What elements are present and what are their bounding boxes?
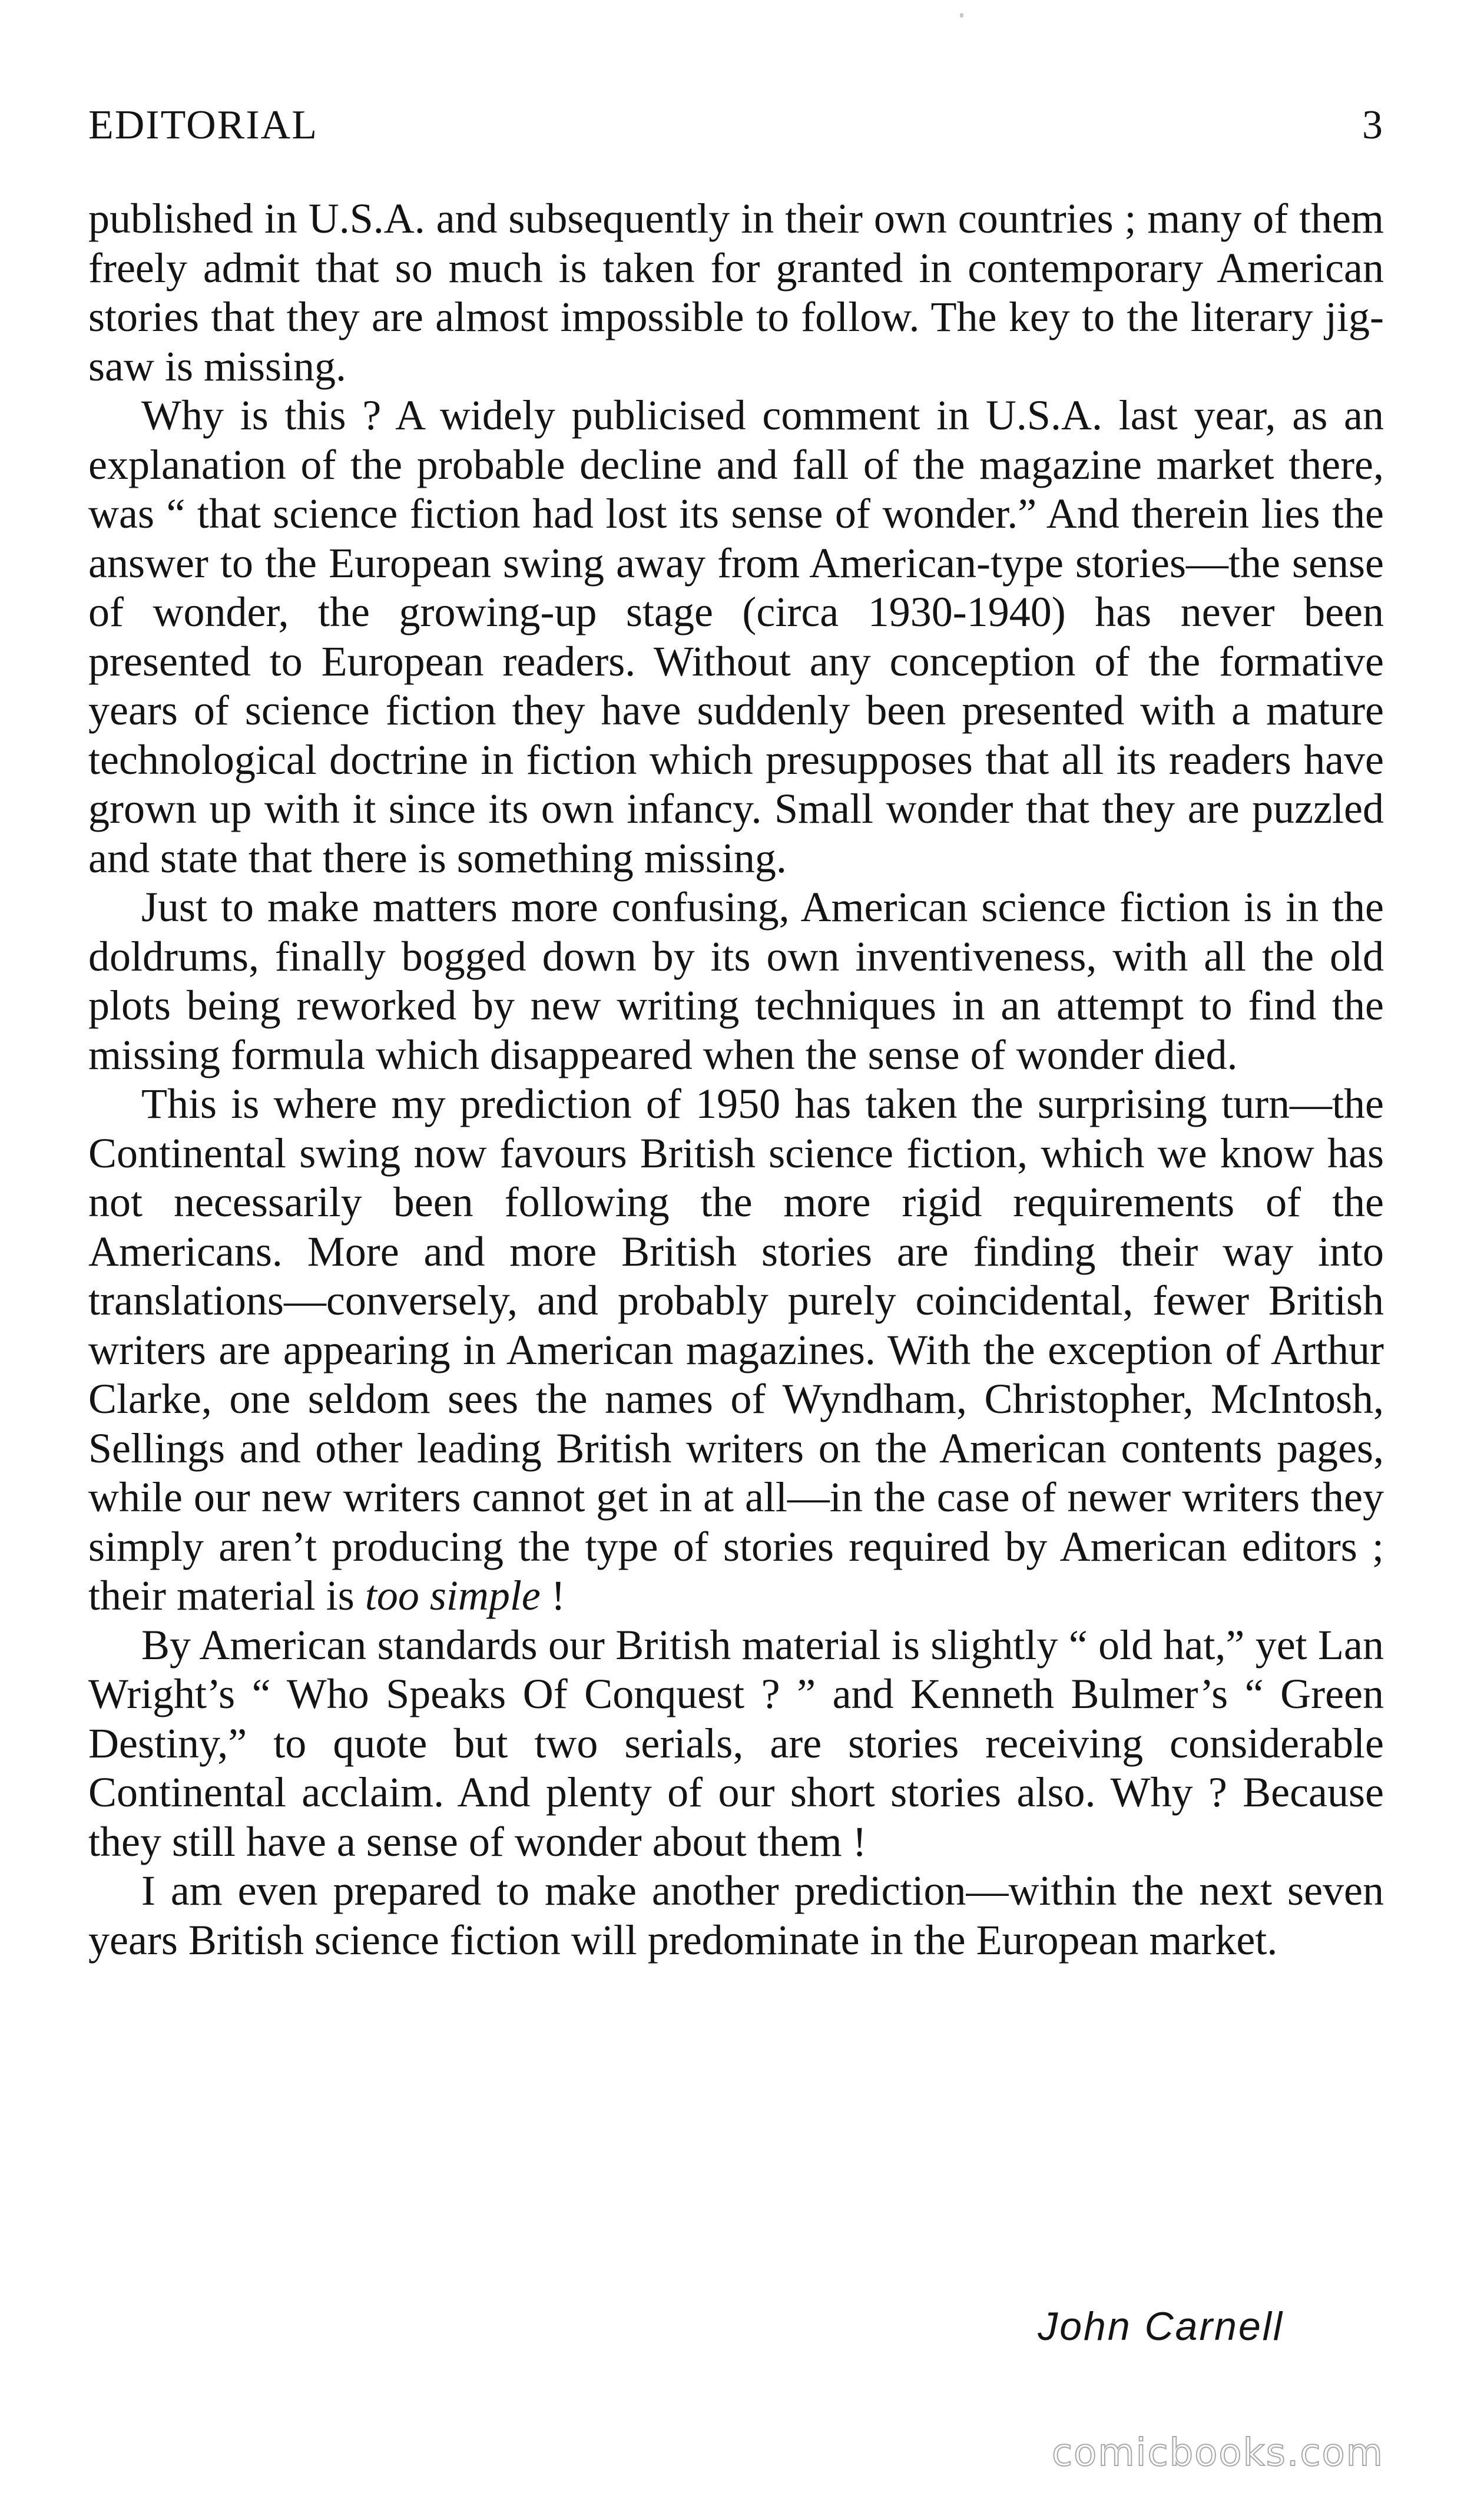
paragraph-4 [88,1080,1384,1621]
paragraph-1: published in U.S.A. and subsequently in their own countries ; many of them freely admit that so much is taken for granted in contemporary American stories that they are almost impossible to follow. The key to the literary jig-saw is missing. [88,195,1384,390]
paragraph-3: Just to make matters more confusing, American science fiction is in the doldrums, finally bogged down by its own inventiveness, with all the old plots being reworked by new writing techniques in an attempt to find the missing formula which disappeared when the sense of wonder died. [88,883,1384,1078]
author-signature: John Carnell [1038,2304,1284,2349]
section-title: EDITORIAL [88,102,318,148]
paragraph-4-tail: ! [540,1572,565,1619]
page-number: 3 [1362,102,1384,148]
paragraph-2: Why is this ? A widely publicised comment in U.S.A. last year, as an explanation of the probable decline and fall of the magazine market there, was “ that science fiction had lost its sense of wonder.” And therein lies the answer to the European swing away from American-type stories—the sense of wonder, the growing-up stage (circa 1930-1940) has never been presented to European readers. Without any conception of the formative years of science fiction they have suddenly been presented with a mature technological doctrine in fiction which presupposes that all its readers have grown up with it since its own infancy. Small wonder that they are puzzled and state that there is something missing. [88,392,1384,882]
book-page [88,0,1384,2509]
paragraph-4-text: This is where my prediction of 1950 has taken the surprising turn—the Continental swing now favours British science fiction, which we know has not necessarily been following the more rigid requirements of the Americans. More and more British stories are finding their way into translations—conversely, and probably purely coincidental, fewer British writers are appearing in American magazines. With the exception of Arthur Clarke, one seldom sees the names of Wyndham, Christopher, McIntosh, Sellings and other leading British writers on the American contents pages, while our new writers cannot get in at all—in the case of newer writers they simply aren’t producing the type of stories required by American editors ; their material is [88,1080,1384,1619]
paragraph-6: I am even prepared to make another prediction—within the next seven years British science fiction will predominate in the European market. [88,1867,1384,1964]
paragraph-5: By American standards our British material is slightly “ old hat,” yet Lan Wright’s “ Who Speaks Of Conquest ? ” and Kenneth Bulmer’s “ Green Destiny,” to quote but two serials, are stories receiving considerable Continental acclaim. And plenty of our short stories also. Why ? Because they still have a sense of wonder about them ! [88,1621,1384,1865]
watermark: comicbooks.com [1051,2431,1384,2475]
editorial-body [88,194,1384,1965]
emphasis-too-simple: too simple [365,1572,541,1619]
running-head [88,99,1384,152]
